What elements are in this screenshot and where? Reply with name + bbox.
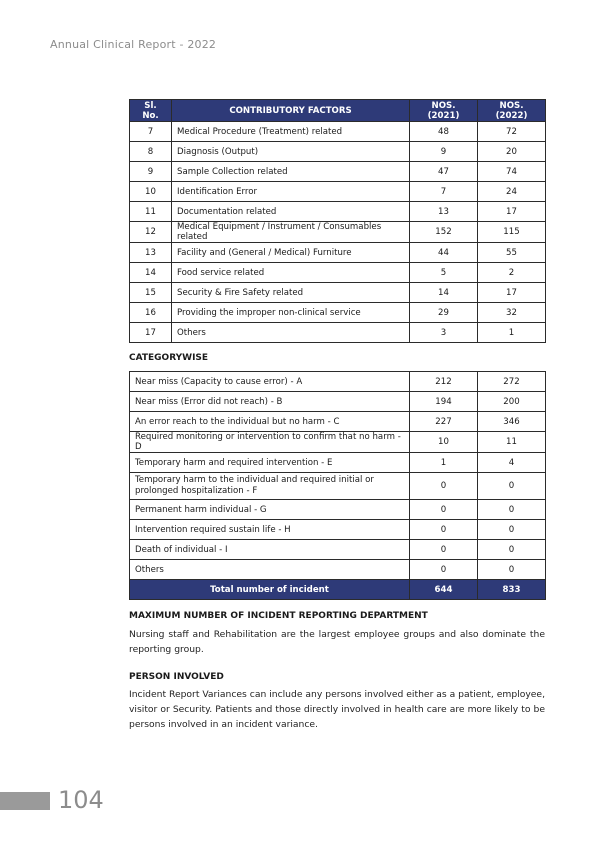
cell-2021: 5 <box>410 263 478 283</box>
cell-2021: 29 <box>410 303 478 323</box>
cell-category: Near miss (Error did not reach) - B <box>130 392 410 412</box>
cell-2022: 346 <box>478 412 546 432</box>
cell-sl: 9 <box>130 162 172 182</box>
cell-2022: 20 <box>478 142 546 162</box>
categorywise-table <box>129 371 546 600</box>
cell-2021: 9 <box>410 142 478 162</box>
cell-sl: 15 <box>130 283 172 303</box>
table-row <box>130 412 546 432</box>
cell-sl: 11 <box>130 202 172 222</box>
cell-category: Permanent harm individual - G <box>130 500 410 520</box>
table-row <box>130 453 546 473</box>
cell-2022: 0 <box>478 520 546 540</box>
table-row <box>130 162 546 182</box>
cell-2021: 10 <box>410 432 478 453</box>
total-2021: 644 <box>410 580 478 600</box>
table-row <box>130 473 546 500</box>
total-2022: 833 <box>478 580 546 600</box>
person-involved-heading: PERSON INVOLVED <box>129 672 224 682</box>
cell-sl: 14 <box>130 263 172 283</box>
table-row <box>130 372 546 392</box>
cell-sl: 12 <box>130 222 172 243</box>
table-row <box>130 142 546 162</box>
cell-2021: 47 <box>410 162 478 182</box>
table-row <box>130 243 546 263</box>
table-row <box>130 263 546 283</box>
cell-2022: 11 <box>478 432 546 453</box>
table-row <box>130 500 546 520</box>
cell-2021: 14 <box>410 283 478 303</box>
table-row <box>130 122 546 142</box>
cell-2021: 3 <box>410 323 478 343</box>
table-row <box>130 540 546 560</box>
cell-factor: Diagnosis (Output) <box>172 142 410 162</box>
cell-2022: 115 <box>478 222 546 243</box>
cell-factor: Food service related <box>172 263 410 283</box>
cell-factor: Security & Fire Safety related <box>172 283 410 303</box>
cell-2022: 272 <box>478 372 546 392</box>
contributory-factors-table <box>129 99 546 343</box>
cell-sl: 8 <box>130 142 172 162</box>
cell-category: An error reach to the individual but no harm - C <box>130 412 410 432</box>
cell-factor: Identification Error <box>172 182 410 202</box>
cell-2022: 0 <box>478 560 546 580</box>
report-header-title: Annual Clinical Report - 2022 <box>50 38 217 51</box>
column-header-sl-no: Sl. No. <box>130 100 172 122</box>
footer-bar <box>0 792 50 810</box>
cell-category: Temporary harm to the individual and required initial or prolonged hospitalization - F <box>130 473 410 500</box>
cell-2021: 44 <box>410 243 478 263</box>
cell-2021: 0 <box>410 500 478 520</box>
table-row <box>130 303 546 323</box>
cell-2021: 0 <box>410 560 478 580</box>
column-header-factors: CONTRIBUTORY FACTORS <box>172 100 410 122</box>
table-row <box>130 182 546 202</box>
column-header-2021: NOS. (2021) <box>410 100 478 122</box>
cell-category: Temporary harm and required intervention - E <box>130 453 410 473</box>
table-row <box>130 560 546 580</box>
max-dept-paragraph: Nursing staff and Rehabilitation are the largest employee groups and also dominate the reporting group. <box>129 629 545 655</box>
cell-factor: Providing the improper non-clinical service <box>172 303 410 323</box>
cell-factor: Medical Procedure (Treatment) related <box>172 122 410 142</box>
table-header-row <box>130 100 546 122</box>
categorywise-heading: CATEGORYWISE <box>129 353 209 363</box>
table-row <box>130 392 546 412</box>
cell-2022: 0 <box>478 500 546 520</box>
cell-2022: 72 <box>478 122 546 142</box>
cell-2021: 48 <box>410 122 478 142</box>
cell-2021: 7 <box>410 182 478 202</box>
table-row <box>130 432 546 453</box>
cell-factor: Others <box>172 323 410 343</box>
cell-sl: 17 <box>130 323 172 343</box>
cell-2021: 194 <box>410 392 478 412</box>
page-number: 104 <box>58 786 104 814</box>
cell-2022: 0 <box>478 540 546 560</box>
cell-2021: 212 <box>410 372 478 392</box>
column-header-2022: NOS. (2022) <box>478 100 546 122</box>
cell-2022: 4 <box>478 453 546 473</box>
table-row <box>130 222 546 243</box>
cell-2021: 0 <box>410 473 478 500</box>
cell-factor: Documentation related <box>172 202 410 222</box>
cell-2021: 0 <box>410 540 478 560</box>
cell-2022: 1 <box>478 323 546 343</box>
cell-2022: 74 <box>478 162 546 182</box>
cell-factor: Sample Collection related <box>172 162 410 182</box>
cell-2022: 0 <box>478 473 546 500</box>
max-dept-heading: MAXIMUM NUMBER OF INCIDENT REPORTING DEPARTMENT <box>129 611 428 621</box>
cell-2021: 13 <box>410 202 478 222</box>
cell-2022: 2 <box>478 263 546 283</box>
cell-2021: 152 <box>410 222 478 243</box>
cell-sl: 10 <box>130 182 172 202</box>
cell-category: Death of individual - I <box>130 540 410 560</box>
cell-2022: 17 <box>478 283 546 303</box>
cell-2021: 0 <box>410 520 478 540</box>
table-row <box>130 520 546 540</box>
total-row <box>130 580 546 600</box>
cell-2021: 1 <box>410 453 478 473</box>
cell-category: Others <box>130 560 410 580</box>
cell-2022: 24 <box>478 182 546 202</box>
table-row <box>130 323 546 343</box>
cell-category: Required monitoring or intervention to confirm that no harm - D <box>130 432 410 453</box>
cell-sl: 13 <box>130 243 172 263</box>
cell-category: Intervention required sustain life - H <box>130 520 410 540</box>
person-involved-paragraph: Incident Report Variances can include any persons involved either as a patient, employee, visitor or Security. Patients and those directly involved in health care are more likely to be persons involved in an incident variance. <box>129 689 545 730</box>
table-row <box>130 283 546 303</box>
table-row <box>130 202 546 222</box>
cell-sl: 7 <box>130 122 172 142</box>
cell-2021: 227 <box>410 412 478 432</box>
cell-2022: 32 <box>478 303 546 323</box>
cell-factor: Facility and (General / Medical) Furniture <box>172 243 410 263</box>
cell-2022: 17 <box>478 202 546 222</box>
cell-2022: 55 <box>478 243 546 263</box>
cell-sl: 16 <box>130 303 172 323</box>
cell-factor: Medical Equipment / Instrument / Consumables related <box>172 222 410 243</box>
cell-2022: 200 <box>478 392 546 412</box>
cell-category: Near miss (Capacity to cause error) - A <box>130 372 410 392</box>
total-label: Total number of incident <box>130 580 410 600</box>
